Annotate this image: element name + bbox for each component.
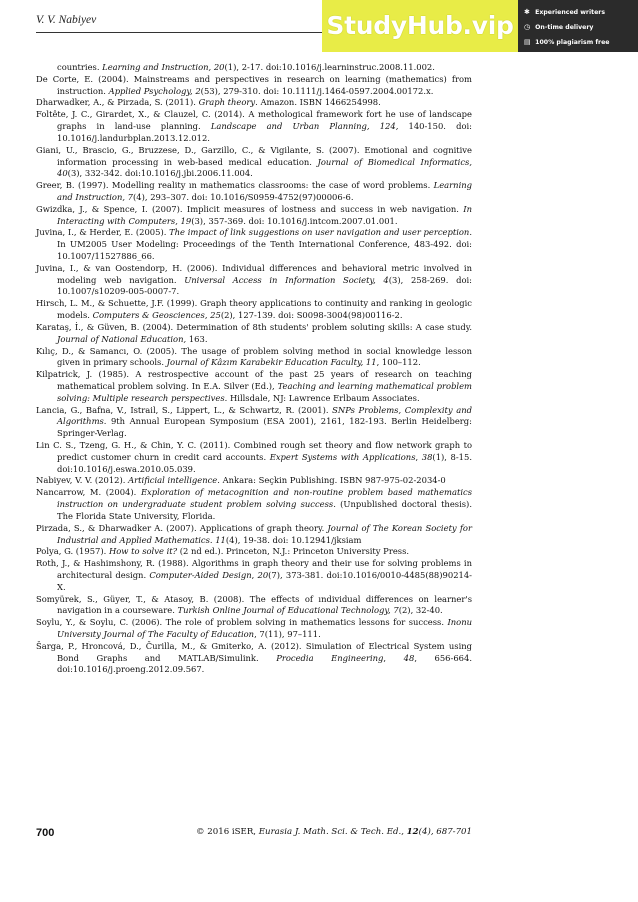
reference-entry [36,487,472,522]
document-icon: ▤ [524,38,531,46]
reference-entry [36,204,472,228]
reference-text: (3), 357-369. doi: 10.1016/j.intcom.2007.01.001. [191,215,398,226]
reference-italic-text: Applied Psychology, 2 [108,85,201,96]
reference-text: (4), 293–307. doi: 10.1016/S0959-4752(97)00006-6. [133,191,354,202]
footer-citation [196,827,472,837]
reference-italic-text: 25 [210,310,221,321]
reference-text: Pirzada, S., & Dharwadker A. (2007). Applications of graph theory. [36,522,328,533]
reference-italic-text: 48 [403,652,415,663]
feature-item [524,20,638,35]
reference-entry [36,405,472,440]
reference-text: Nancarrow, M. (2004). [36,487,141,498]
reference-entry [36,74,472,98]
reference-italic-text: SNPs Problems, Complexity and Algorithms. [57,404,472,427]
citation-rest: (4), 687-701 [418,827,472,837]
reference-entry [36,346,472,370]
feature-label: 100% plagiarism free [535,39,610,46]
reference-text: Lin C. S., Tzeng, G. H., & Chin, Y. C. (2011). Combined rough set theory and flow network graph to predict customer churn in credit card accounts. [36,440,472,462]
reference-text: Karataş, İ., & Güven, B. (2004). Determination of 8th students' problem soluting skills: A case study. [36,321,472,332]
reference-entry [36,594,472,618]
reference-italic-text: Learning and Instruction, 7 [57,180,472,202]
header-rule [36,32,324,33]
citation-prefix: © 2016 iSER, [195,827,259,837]
citation-sep: , [401,827,407,837]
brand-logo[interactable]: StudyHub.vip [322,0,518,52]
reference-text: (1), 8-15. doi:10.1016/j.eswa.2010.05.039. [57,451,472,474]
reference-text: Polya, G. (1957). [36,546,109,557]
reference-text: Hillsdale, NJ: Lawrence Erlbaum Associates. [227,392,420,403]
reference-text: , [383,652,404,663]
reference-entry [36,440,472,475]
reference-text: (3), 332-342. doi:10.1016/j.jbi.2006.11.004. [67,168,253,179]
reference-text: (1), 2-17. doi:10.1016/j.learninstruc.2008.11.002. [224,62,435,72]
reference-text: (4), 19-38. doi: 10.12941/jksiam [225,534,362,545]
feature-list [524,5,638,50]
reference-italic-text: Computer-Aided Design [149,569,252,580]
reference-italic-text: How to solve it? [108,546,178,557]
reference-italic-text: Procedia Engineering [276,652,384,663]
reference-text: Dharwadker, A., & Pirzada, S. (2011). [36,97,199,108]
reference-italic-text: Landscape and Urban Planning, 124, [210,121,399,132]
reference-italic-text: The impact of link suggestions on user navigation and user perception [169,227,470,238]
reference-text: Lancia, G., Bafna, V., Istrail, S., Lippert, L., & Schwartz, R. (2001). [36,404,333,415]
reference-italic-text: Journal of National Education, [57,333,187,344]
reference-text: , 7(11), 97–111. [254,629,321,639]
reference-text: Juvina, I., & van Oostendorp, H. (2006). Individual differences and behavioral metric involved in modeling web navigation. [36,262,472,285]
reference-italic-text: Inonu Universıty Journal of The Faculty of Education [57,617,472,639]
reference-text: , 656-664. doi:10.1016/j.proeng.2012.09.567. [57,652,472,675]
reference-text: De Corte, E. (2004). Mainstreams and perspectives in research on learning (mathematics) from instruction. [36,73,472,96]
reference-entry [36,298,472,322]
reference-italic-text: Learning and Instruction, 20 [102,62,225,72]
reference-text: countries. [57,62,103,72]
star-icon: ✱ [524,8,530,16]
reference-entry [36,369,472,404]
reference-italic-text: Journal of Kâzım Karabekir Education Faculty, 11 [166,357,377,368]
reference-entry [36,227,472,262]
citation-journal: Eurasia J. Math. Sci. & Tech. Ed. [258,827,402,837]
reference-text: Nabiyev, V. V. (2012). [36,475,129,486]
reference-italic-text: Journal of The Korean Society for Industrial and Applied Mathematics. 11 [57,522,472,545]
reference-entry [36,97,472,109]
reference-italic-text: Journal of Biomedical Informatics, 40 [57,156,472,179]
reference-text: Soylu, Y., & Soylu, C. (2006). The role of problem solving in mathematics lessons for success. [36,617,448,628]
reference-text: Kılıç, D., & Samancı, O. (2005). The usage of problem solving method in social knowledge lesson given in primary schools. [36,345,472,368]
reference-text: (7), 373-381. doi:10.1016/0010-4485(88)90214-X. [57,569,473,592]
reference-italic-text: Teaching and learning mathematical problem solving: Multiple research perspectives. [57,380,473,403]
reference-text: . In UM2005 User Modeling: Proceedings of the Tenth International Conference, 483-492. doi: 10.1007/11527886_66. [57,227,472,261]
reference-entry [36,322,472,346]
reference-text: Juvina, I., & Herder, E. (2005). [36,227,170,238]
reference-entry [36,617,472,641]
running-header-author: V. V. Nabiyev [36,14,97,26]
reference-text: (2 nd ed.). Princeton, N.J.: Princeton University Press. [177,546,410,557]
reference-text: 163. [186,333,208,344]
reference-text: 140-150. doi: 10.1016/j.landurbplan.2013.12.012. [57,121,472,143]
feature-label: On-time delivery [535,24,594,31]
reference-entry [36,475,472,487]
page-number: 700 [36,827,55,839]
reference-italic-text: Computers & Geosciences [92,310,205,321]
reference-text: 9th Annual European Symposium (ESA 2001), 2161, 182-193. Berlin Heidelberg: Springer-Verlag. [57,416,472,439]
reference-text: Hirsch, L. M., & Schuette, J.F. (1999). Graph theory applications to continuity and ranking in geologic models. [36,298,472,321]
reference-entry [36,62,472,74]
reference-text: (53), 279-310. doi: 10.1111/j.1464-0597.2004.00172.x. [200,85,434,96]
reference-entry [36,180,472,204]
reference-italic-text: Turkish Online Journal of Educational Technology, 7 [177,605,399,616]
reference-text: , [415,451,422,462]
reference-entry [36,558,472,593]
reference-text: . (Unpublished doctoral thesis). The Florida State University, Florida. [57,499,472,521]
reference-entry [36,523,472,547]
reference-text: Greer, B. (1997). Modelling reality ın mathematics classrooms: the case of word problems. [36,180,434,191]
reference-entry [36,145,472,180]
reference-text: , [251,569,258,580]
citation-volume: 12 [406,827,419,837]
reference-italic-text: Artificial intelligence. [128,475,220,486]
reference-text: Somyürek, S., Güyer, T., & Atasoy, B. (2008). The effects of ındividual differences on learner's navigation in a courseware. [36,593,472,616]
reference-entry [36,546,472,558]
feature-label: Experienced writers [535,9,605,16]
reference-entry [36,109,472,144]
reference-text: , 100–112. [376,357,421,368]
reference-text: . Amazon. ISBN 1466254998. [255,97,381,108]
reference-text: Gwizdka, J., & Spence, I. (2007). Implicit measures of lostness and success in web navigation. [36,203,464,214]
feature-item [524,5,638,20]
reference-text: (2), 32-40. [398,605,443,616]
reference-entry [36,641,472,676]
ad-banner[interactable] [322,0,638,52]
reference-italic-text: Exploration of metacognition and non-routine problem based mathematics instruction on undergraduate student problem solving success [57,487,472,510]
reference-text: Šarga, P., Hroncová, D., Čurilla, M., & Gmiterko, A. (2012). Simulation of Electrical System using Bond Graphs and MATLAB/Simulink. [36,640,472,663]
reference-list [36,62,472,676]
reference-italic-text: 20 [257,569,269,580]
reference-italic-text: 38 [421,451,433,462]
reference-text: (3), 258-269. doi: 10.1007/s10209-005-0007-7. [57,274,473,297]
reference-italic-text: Universal Access in Information Society, 4 [184,274,389,285]
reference-text: Roth, J., & Hashimshony, R. (1988). Algorithms in graph theory and their use for solving problems in architectural design. [36,558,472,580]
reference-text: (2), 127-139. doi: S0098-3004(98)00116-2. [220,310,403,321]
reference-text: Giani, U., Brascio, G., Bruzzese, D., Garzillo, C., & Vigilante, S. (2007). Emotional and cognitive information processing in web-based medical education. [36,144,472,167]
reference-text: Foltête, J. C., Girardet, X., & Clauzel, C. (2014). A methological framework fort he use of landscape graphs in land-use planning. [36,109,472,132]
reference-text: Ankara: Seçkin Publishing. ISBN 987-975-02-2034-0 [219,475,446,486]
clock-icon: ◷ [524,23,531,31]
reference-text: , [204,310,211,321]
reference-italic-text: Expert Systems with Applications [269,451,416,462]
reference-italic-text: In Interacting with Computers, 19 [57,203,472,226]
reference-text: Kilpatrick, J. (1985). A restrospective account of the past 25 years of research on teaching mathematical problem solving. In E.A. Silver (Ed.), [36,369,472,391]
reference-entry [36,263,472,298]
feature-item [524,35,638,50]
reference-italic-text: Graph theory [198,97,256,108]
